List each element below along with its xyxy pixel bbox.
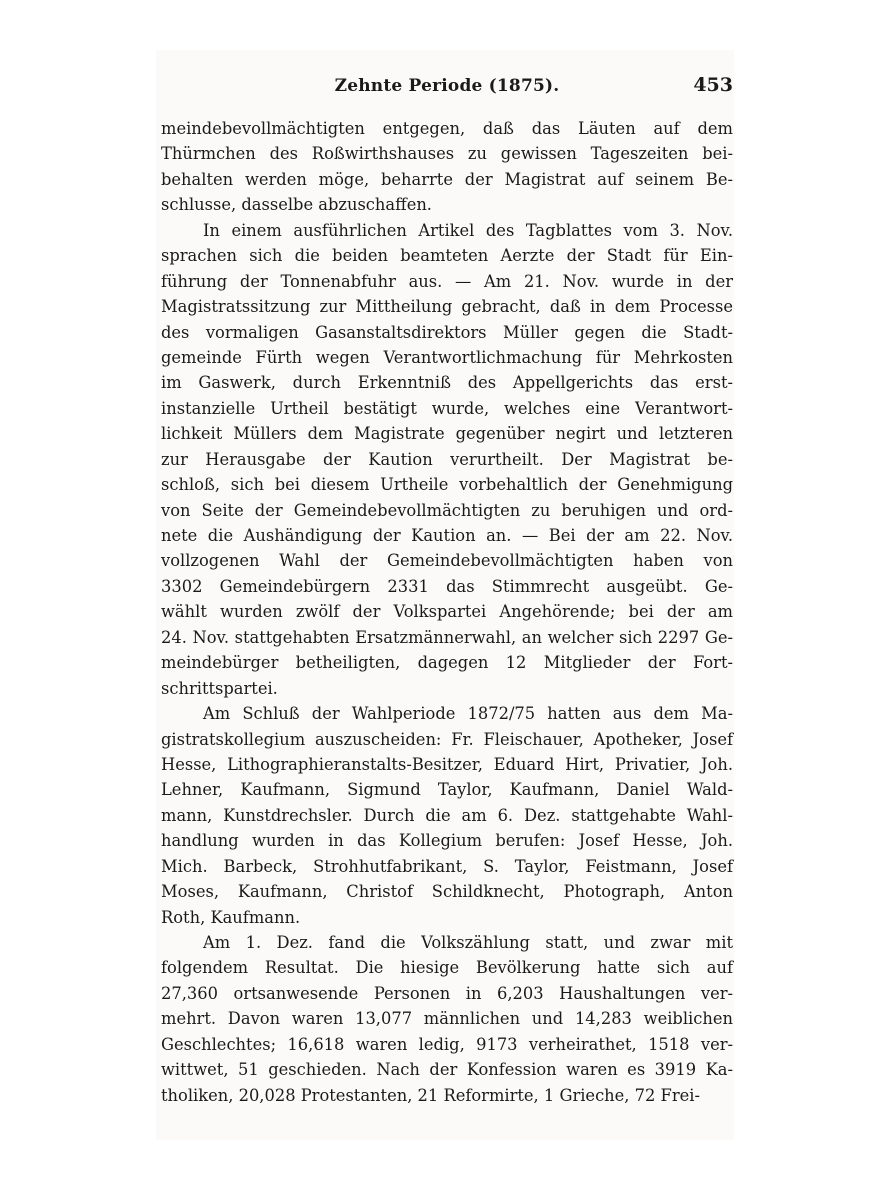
text-line: meindebürger betheiligten, dagegen 12 Mitglieder der Fort- bbox=[161, 653, 733, 673]
text-line: Geschlechtes; 16,618 waren ledig, 9173 verheirathet, 1518 ver- bbox=[161, 1034, 733, 1054]
text-line: behalten werden möge, beharrte der Magistrat auf seinem Be- bbox=[161, 169, 733, 189]
paragraph bbox=[161, 701, 733, 930]
text-line: Magistratssitzung zur Mittheilung gebracht, daß in dem Processe bbox=[161, 297, 733, 317]
text-line: nete die Aushändigung der Kaution an. — Bei der am 22. Nov. bbox=[161, 526, 733, 545]
text-line: lichkeit Müllers dem Magistrate gegenüber negirt und letzteren bbox=[161, 424, 733, 444]
running-head: Zehnte Periode (1875). bbox=[334, 76, 560, 96]
page-header bbox=[161, 74, 733, 104]
text-line: Moses, Kaufmann, Christof Schildknecht, Photograph, Anton bbox=[161, 882, 733, 902]
paragraph bbox=[161, 218, 733, 701]
body-text bbox=[161, 116, 733, 1108]
text-line: schrittspartei. bbox=[161, 678, 278, 698]
text-line: von Seite der Gemeindebevollmächtigten zu beruhigen und ord- bbox=[161, 500, 733, 520]
text-line: 27,360 ortsanwesende Personen in 6,203 Haushaltungen ver- bbox=[161, 983, 733, 1003]
text-line: sprachen sich die beiden beamteten Aerzte der Stadt für Ein- bbox=[161, 246, 733, 266]
text-line: zur Herausgabe der Kaution verurtheilt. Der Magistrat be- bbox=[161, 449, 733, 469]
text-line: gistratskollegium auszuscheiden: Fr. Fleischauer, Apotheker, Josef bbox=[161, 729, 733, 749]
text-line: 24. Nov. stattgehabten Ersatzmännerwahl, an welcher sich 2297 Ge- bbox=[161, 627, 733, 647]
text-line: wittwet, 51 geschieden. Nach der Konfession waren es 3919 Ka- bbox=[161, 1060, 733, 1080]
text-line: Am Schluß der Wahlperiode 1872/75 hatten aus dem Ma- bbox=[203, 704, 733, 724]
text-line: gemeinde Fürth wegen Verantwortlichmachung für Mehrkosten bbox=[161, 347, 733, 367]
text-line: tholiken, 20,028 Protestanten, 21 Reformirte, 1 Grieche, 72 Frei- bbox=[161, 1085, 700, 1105]
text-line: Mich. Barbeck, Strohhutfabrikant, S. Taylor, Feistmann, Josef bbox=[161, 856, 733, 876]
text-line: folgendem Resultat. Die hiesige Bevölkerung hatte sich auf bbox=[161, 958, 733, 978]
text-line: handlung wurden in das Kollegium berufen: Josef Hesse, Joh. bbox=[161, 831, 733, 851]
text-line: wählt wurden zwölf der Volkspartei Angehörende; bei der am bbox=[161, 602, 733, 622]
text-line: vollzogenen Wahl der Gemeindebevollmächtigten haben von bbox=[161, 551, 733, 571]
text-line: führung der Tonnenabfuhr aus. — Am 21. Nov. wurde in der bbox=[161, 271, 733, 291]
text-line: Hesse, Lithographieranstalts-Besitzer, Eduard Hirt, Privatier, Joh. bbox=[161, 754, 733, 774]
text-line: Roth, Kaufmann. bbox=[161, 907, 301, 927]
paragraph bbox=[161, 930, 733, 1108]
page-number: 453 bbox=[693, 74, 733, 96]
paragraph bbox=[161, 116, 733, 218]
text-line: schloß, sich bei diesem Urtheile vorbehaltlich der Genehmigung bbox=[161, 475, 733, 495]
text-line: im Gaswerk, durch Erkenntniß des Appellgerichts das erst- bbox=[161, 373, 733, 393]
text-line: mehrt. Davon waren 13,077 männlichen und 14,283 weiblichen bbox=[161, 1009, 733, 1029]
text-line: Lehner, Kaufmann, Sigmund Taylor, Kaufmann, Daniel Wald- bbox=[161, 780, 733, 800]
text-line: Thürmchen des Roßwirthshauses zu gewissen Tageszeiten bei- bbox=[161, 144, 733, 164]
text-line: mann, Kunstdrechsler. Durch die am 6. Dez. stattgehabte Wahl- bbox=[161, 805, 733, 825]
text-line: schlusse, dasselbe abzuschaffen. bbox=[161, 195, 432, 215]
text-line: meindebevollmächtigten entgegen, daß das Läuten auf dem bbox=[161, 119, 733, 138]
text-line: 3302 Gemeindebürgern 2331 das Stimmrecht ausgeübt. Ge- bbox=[161, 576, 733, 596]
text-line: des vormaligen Gasanstaltsdirektors Müller gegen die Stadt- bbox=[161, 322, 733, 342]
text-line: In einem ausführlichen Artikel des Tagblattes vom 3. Nov. bbox=[203, 220, 733, 240]
text-line: Am 1. Dez. fand die Volkszählung statt, und zwar mit bbox=[203, 933, 733, 952]
text-line: instanzielle Urtheil bestätigt wurde, welches eine Verantwort- bbox=[161, 398, 733, 418]
